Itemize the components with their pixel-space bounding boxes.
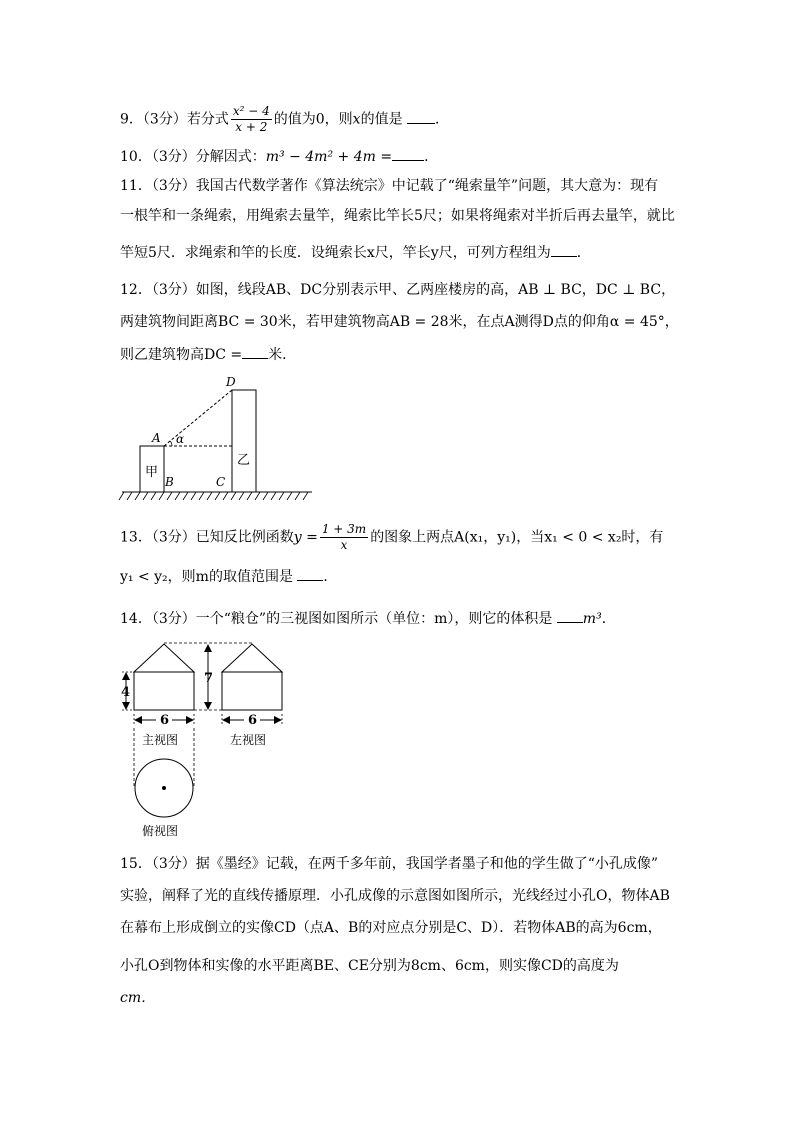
label-jia: 甲 (145, 465, 159, 480)
q12-figure (118, 368, 318, 508)
left-view-roof (222, 644, 282, 672)
question-9: 9．（3分）若分式 $\frac{\text{x² − 4}}{x + 2}$ 的值为0，则x的值是 ． (120, 104, 450, 134)
q10-expression: m³ − 4m² + 4m = (265, 149, 393, 165)
question-10: 10．（3分）分解因式：m³ − 4m² + 4m = ． (120, 146, 438, 167)
label-C: C (216, 475, 226, 489)
height-4-label: 4 (121, 685, 131, 700)
q9-answer-blank[interactable] (407, 109, 435, 124)
front-width-label: 6 (160, 713, 170, 728)
question-11-line-3: 竿短5尺．求绳索和竿的长度．设绳索长x尺，竿长y尺，可列方程组为 ． (120, 242, 591, 263)
q9-text-mid: 的值为0，则 (273, 111, 353, 128)
question-15-line-1: 15．（3分）据《墨经》记载，在两千多年前，我国学者墨子和他的学生做了“小孔成像” (120, 856, 659, 872)
q14-three-view-figure (112, 636, 292, 842)
q13-answer-blank[interactable] (297, 566, 323, 581)
left-view-body (222, 672, 282, 710)
question-12-line-2: 两建筑物间距离BC = 30米，若甲建筑物高AB = 28米，在点A测得D点的仰角α = 45°， (120, 314, 679, 330)
label-alpha: α (176, 432, 185, 446)
question-15-line-2: 实验，阐释了光的直线传播原理．小孔成像的示意图如图所示，光线经过小孔O，物体AB (120, 888, 670, 904)
top-view-center (162, 786, 166, 790)
question-15-line-3: 在幕布上形成倒立的实像CD（点A、B的对应点分别是C、D）．若物体AB的高为6cm， (120, 920, 662, 936)
left-width-label: 6 (248, 713, 258, 728)
angle-arc (170, 441, 172, 446)
height-7-label: 7 (204, 671, 214, 686)
q9-score: （3分） (142, 111, 187, 128)
q9-number: 9 (120, 111, 129, 128)
building-yi (232, 390, 256, 492)
ground-hatching (119, 492, 308, 500)
question-15-line-5: cm． (120, 990, 156, 1006)
left-view-label: 左视图 (230, 733, 267, 747)
q14-answer-blank[interactable] (557, 608, 583, 623)
label-A: A (152, 431, 161, 445)
q12-answer-blank[interactable] (242, 344, 268, 359)
q13-fraction: $\frac{1 + 3m}{x}$ (321, 522, 367, 552)
top-view-label: 俯视图 (142, 824, 179, 838)
label-yi: 乙 (237, 453, 251, 468)
question-14: 14．（3分）一个“粮仓”的三视图如图所示（单位：m），则它的体积是 m³． (120, 608, 616, 629)
question-11-line-1: 11．（3分）我国古代数学著作《算法统宗》中记载了“绳索量竿”问题，其大意为：现有 (120, 178, 659, 194)
q11-answer-blank[interactable] (551, 242, 577, 257)
q9-text-pre: 若分式 (186, 111, 229, 128)
front-view-roof (134, 644, 194, 672)
question-13-line-1: 13．（3分）已知反比例函数y = $\frac{1 + 3m}{x}$ 的图象上两点A(x₁，y₁)，当x₁ < 0 < x₂时，有 (120, 522, 664, 552)
label-D: D (226, 375, 236, 389)
q9-fraction: $\frac{\text{x² − 4}}{x + 2}$ (232, 104, 270, 134)
question-13-line-2: y₁ < y₂，则m的取值范围是 ． (120, 566, 337, 587)
front-view-body (134, 672, 194, 710)
elevation-sight-line (164, 390, 232, 446)
question-12-line-3: 则乙建筑物高DC = 米． (120, 344, 296, 365)
question-12-line-1: 12．（3分）如图，线段AB、DC分别表示甲、乙两座楼房的高，AB ⊥ BC，DC ⊥ BC， (120, 282, 676, 298)
q10-answer-blank[interactable] (392, 146, 424, 161)
question-11-line-2: 一根竿和一条绳索，用绳索去量竿，绳索比竿长5尺；如果将绳索对半折后再去量竿，就比 (120, 208, 675, 224)
q9-text-post: 的值是 (360, 111, 403, 128)
question-15-line-4: 小孔O到物体和实像的水平距离BE、CE分别为8cm、6cm，则实像CD的高度为 (120, 958, 619, 974)
label-B: B (165, 475, 174, 489)
front-view-label: 主视图 (142, 733, 179, 747)
